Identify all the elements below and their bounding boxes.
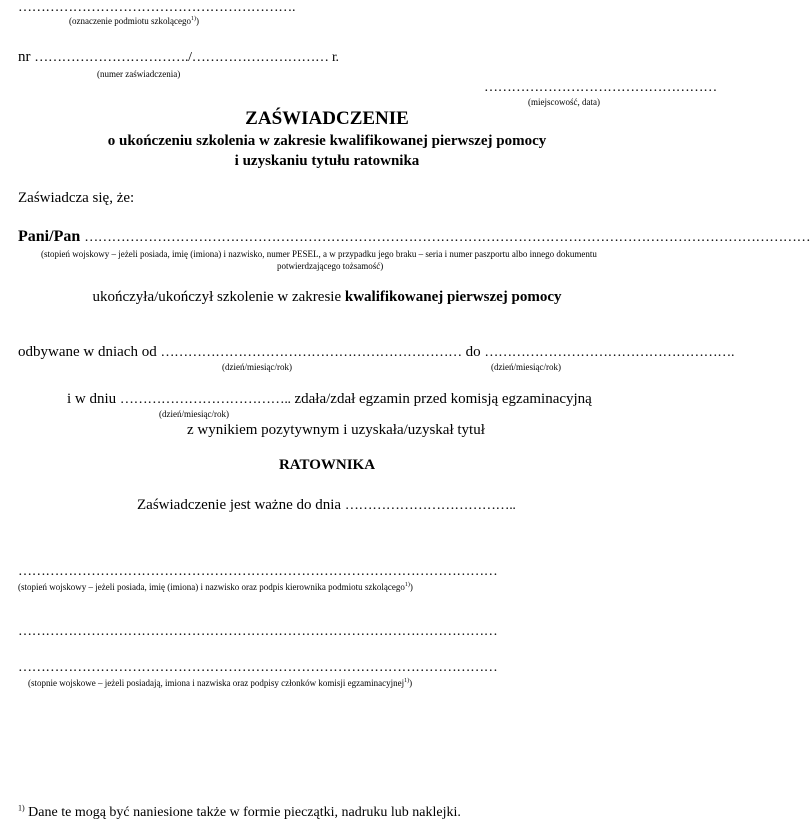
manager-caption-footnote-ref: 1) — [404, 582, 410, 588]
exam-dots: ……………………………….. — [119, 392, 291, 407]
nr-label: nr — [18, 49, 31, 65]
document-subtitle-1: o ukończeniu szkolenia w zakresie kwalifikowanej pierwszej pomocy — [107, 133, 547, 149]
footnote-marker: 1) — [18, 803, 25, 813]
nr-dots-2: ………………………… r. — [191, 50, 339, 65]
held-label: odbywane w dniach od — [18, 344, 157, 360]
document-title: ZAŚWIADCZENIE — [245, 108, 409, 129]
valid-label: Zaświadczenie jest ważne do dnia — [137, 497, 342, 513]
commission-signature-caption: (stopnie wojskowe – jeżeli posiadają, imiona i nazwiska oraz podpisy członków komisji egzaminacyjnej$^{1)}$) — [28, 678, 413, 688]
holder-dots: …………………………………………………………………………………………………………………………………………… — [84, 230, 810, 245]
exam-text: zdała/zdał egzamin przed komisją egzaminacyjną — [294, 391, 592, 407]
held-from-dots: ………………………………………………………… — [160, 345, 462, 360]
place-date-caption: (miejscowość, data) — [528, 97, 600, 107]
held-to-caption: (dzień/miesiąc/rok) — [491, 362, 561, 372]
completed-line: ukończyła/ukończył szkolenie w zakresie kwalifikowanej pierwszej pomocy — [92, 289, 562, 305]
manager-signature-dots: …………………………………………………………………………………………… — [18, 564, 498, 579]
cert-number-line — [18, 49, 339, 66]
valid-line — [137, 497, 516, 514]
held-line — [18, 344, 734, 361]
nr-dots-1: ……………………………./ — [34, 50, 192, 65]
exam-line — [67, 391, 592, 408]
exam-label: i w dniu — [67, 391, 117, 407]
holder-line — [18, 228, 810, 246]
valid-dots: ……………………………….. — [344, 498, 516, 513]
entity-dots: ……………………………………………………. — [18, 0, 296, 15]
commission-signature-dots-1: …………………………………………………………………………………………… — [18, 624, 498, 639]
entity-caption: (oznaczenie podmiotu szkolącego$^{1)}$) — [69, 16, 199, 26]
result-line: z wynikiem pozytywnym i uzyskała/uzyskał tytuł — [187, 422, 485, 438]
held-to-dots: ………………………………………………. — [484, 345, 735, 360]
commission-caption-footnote-ref: 1) — [404, 678, 410, 684]
manager-signature-caption: (stopień wojskowy – jeżeli posiada, imię (imiona) i nazwisko oraz podpis kierownika podmiotu szkolącego$^{1)}$) — [18, 582, 413, 592]
nr-caption: (numer zaświadczenia) — [97, 69, 181, 79]
document-subtitle-2: i uzyskaniu tytułu ratownika — [234, 153, 420, 169]
held-to-label: do — [465, 344, 481, 360]
entity-caption-footnote-ref: 1) — [190, 16, 196, 22]
footnote-text: Dane te mogą być naniesione także w formie pieczątki, nadruku lub naklejki. — [24, 805, 461, 820]
holder-caption-line2: potwierdzającego tożsamość) — [277, 261, 384, 271]
exam-date-caption: (dzień/miesiąc/rok) — [159, 409, 229, 419]
completed-bold-text: kwalifikowanej pierwszej pomocy — [344, 289, 562, 305]
rank-title: RATOWNIKA — [278, 457, 376, 473]
holder-caption-line1: (stopień wojskowy – jeżeli posiada, imię (imiona) i nazwisko, numer PESEL, a w przypadku jego braku – seria i numer paszportu albo innego dokumentu — [41, 249, 597, 259]
footnote — [18, 805, 461, 821]
certifies-text: Zaświadcza się, że: — [18, 190, 135, 206]
held-from-caption: (dzień/miesiąc/rok) — [222, 362, 292, 372]
holder-label: Pani/Pan — [18, 228, 81, 245]
place-date-dots: …………………………………………… — [484, 80, 717, 95]
commission-signature-dots-2: …………………………………………………………………………………………… — [18, 660, 498, 675]
